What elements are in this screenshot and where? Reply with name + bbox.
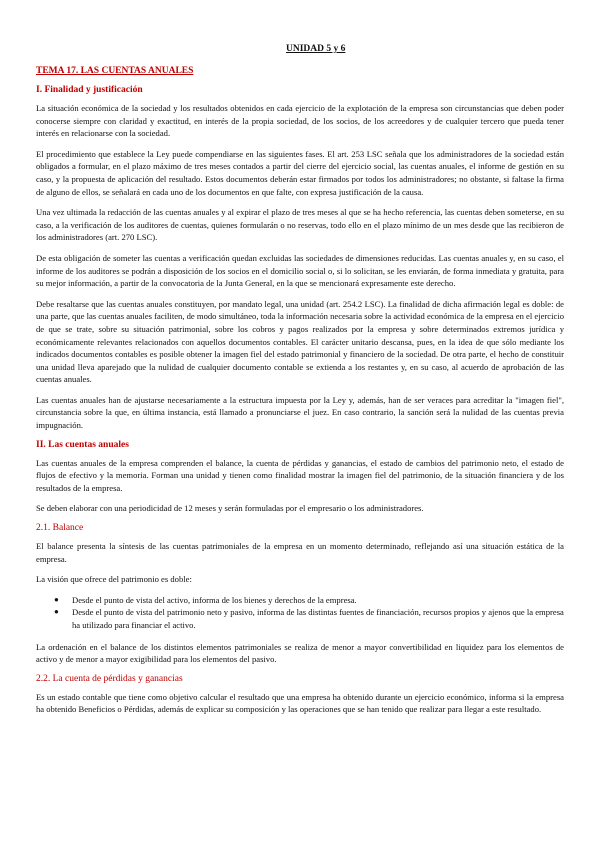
bullet-icon: ● xyxy=(54,594,59,604)
paragraph: La visión que ofrece del patrimonio es doble: xyxy=(36,574,192,585)
paragraph: El balance presenta la síntesis de las cuentas patrimoniales de la empresa en un momento determinado, reflejando así una situación estática de la empresa. xyxy=(36,541,564,564)
subsection-heading-balance: 2.1. Balance xyxy=(36,523,84,534)
list-item-text: Desde el punto de vista del activo, informa de los bienes y derechos de la empresa. xyxy=(72,594,357,605)
paragraph: Es un estado contable que tiene como objetivo calcular el resultado que una empresa ha obtenido durante un ejercicio económico, informa si la empresa ha obtenido Beneficios o Pérdidas, además de explicar su composición y las operaciones que se han tenido que realizar para llegar a este resultado. xyxy=(36,691,564,715)
paragraph: La situación económica de la sociedad y los resultados obtenidos en cada ejercicio de la explotación de la empresa son circunstancias que deben poder conocerse siempre con claridad y exactitud, en interés de la propia sociedad, de los socios, de los acreedores y de cualquier tercero que pueda tener interés en relacionarse con la sociedad. xyxy=(36,103,564,139)
paragraph: Una vez ultimada la redacción de las cuentas anuales y al expirar el plazo de tres meses al que se ha hecho referencia, las cuentas deben someterse, en su caso, a la verificación de los auditores de cuentas, quienes formularán o no reservas, todo ello en el plazo mínimo de un mes desde que las recibieron de los administradores (art. 270 LSC). xyxy=(36,207,564,243)
paragraph: La ordenación en el balance de los distintos elementos patrimoniales se realiza de menor a mayor convertibilidad en liquidez para los elementos de activo y de menor a mayor exigibilidad para los elementos del pasivo. xyxy=(36,641,564,665)
bullet-list xyxy=(36,594,564,632)
paragraph: Se deben elaborar con una periodicidad de 12 meses y serán formuladas por el empresario o los administradores. xyxy=(36,503,424,514)
topic-title: TEMA 17. LAS CUENTAS ANUALES xyxy=(36,66,194,76)
section-heading-cuentas-anuales: II. Las cuentas anuales xyxy=(36,439,129,450)
paragraph: De esta obligación de someter las cuentas a verificación quedan excluidas las sociedades de dimensiones reducidas. Las cuentas anuales y, en su caso, el informe de los auditores se podrán a disposición de los socios en el domicilio social o, si lo solicitan, se les enviarán, de forma inmediata y gratuita, para su mejor información, a partir de la convocatoria de la Junta General, en la que se mencionará expresamente este derecho. xyxy=(36,252,564,289)
unit-title: UNIDAD 5 y 6 xyxy=(286,44,346,54)
section-heading-finalidad: I. Finalidad y justificación xyxy=(36,85,143,95)
paragraph: El procedimiento que establece la Ley puede compendiarse en las siguientes fases. El art. 253 LSC señala que los administradores de la sociedad están obligados a formular, en el plazo máximo de tres meses contados a partir del cierre del ejercicio social, las cuentas anuales, el informe de gestión en su caso, y la propuesta de aplicación del resultado. Estos documentos deberán estar firmados por todos los administradores; no obstante, si faltase la firma de alguno de ellos, se señalará en cada uno de los documentos en que falte, con expresa justificación de la causa. xyxy=(36,148,564,197)
paragraph: Las cuentas anuales de la empresa comprenden el balance, la cuenta de pérdidas y ganancias, el estado de cambios del patrimonio neto, el estado de flujos de efectivo y la memoria. Forman una unidad y tienen como finalidad mostrar la imagen fiel del patrimonio, de la situación financiera y de los resultados de la empresa. xyxy=(36,457,564,493)
list-item xyxy=(54,594,564,607)
list-item-text: Desde el punto de vista del patrimonio neto y pasivo, informa de las distintas fuentes de financiación, recursos propios y ajenos que la empresa ha utilizado para financiar el activo. xyxy=(72,607,564,630)
list-item xyxy=(54,606,564,631)
document-content xyxy=(36,44,564,724)
subsection-heading-perdidas-ganancias: 2.2. La cuenta de pérdidas y ganancias xyxy=(36,673,183,684)
bullet-icon: ● xyxy=(54,607,59,617)
paragraph: Debe resaltarse que las cuentas anuales constituyen, por mandato legal, una unidad (art. 254.2 LSC). La finalidad de dicha afirmación legal es doble: de una parte, que las cuentas anuales faciliten, de modo simultáneo, toda la información necesaria sobre la actividad económica de la empresa en el ejercicio de que se trate, sobre su situación patrimonial, sobre los cobros y pagos realizados por la empresa y sobre determinados extremos jurídica y económicamente relevantes relacionados con aquellos documentos contables. El carácter unitario descansa, pues, en la idea de que sólo mediante los indicados documentos contables es posible obtener la imagen fiel del estado patrimonial y financiero de la sociedad. De otra parte, el hecho de constituir una unidad lleva aparejado que la nulidad de cualquier documento contable se extienda a los restantes y, en su caso, al acuerdo de aprobación de las cuentas anuales. xyxy=(36,298,564,385)
paragraph: Las cuentas anuales han de ajustarse necesariamente a la estructura impuesta por la Ley y, además, han de ser veraces para acreditar la "imagen fiel", circunstancia sobre la que, en última instancia, está llamado a pronunciarse el juez. En caso contrario, la sanción será la nulidad de las cuentas previa impugnación. xyxy=(36,394,564,431)
